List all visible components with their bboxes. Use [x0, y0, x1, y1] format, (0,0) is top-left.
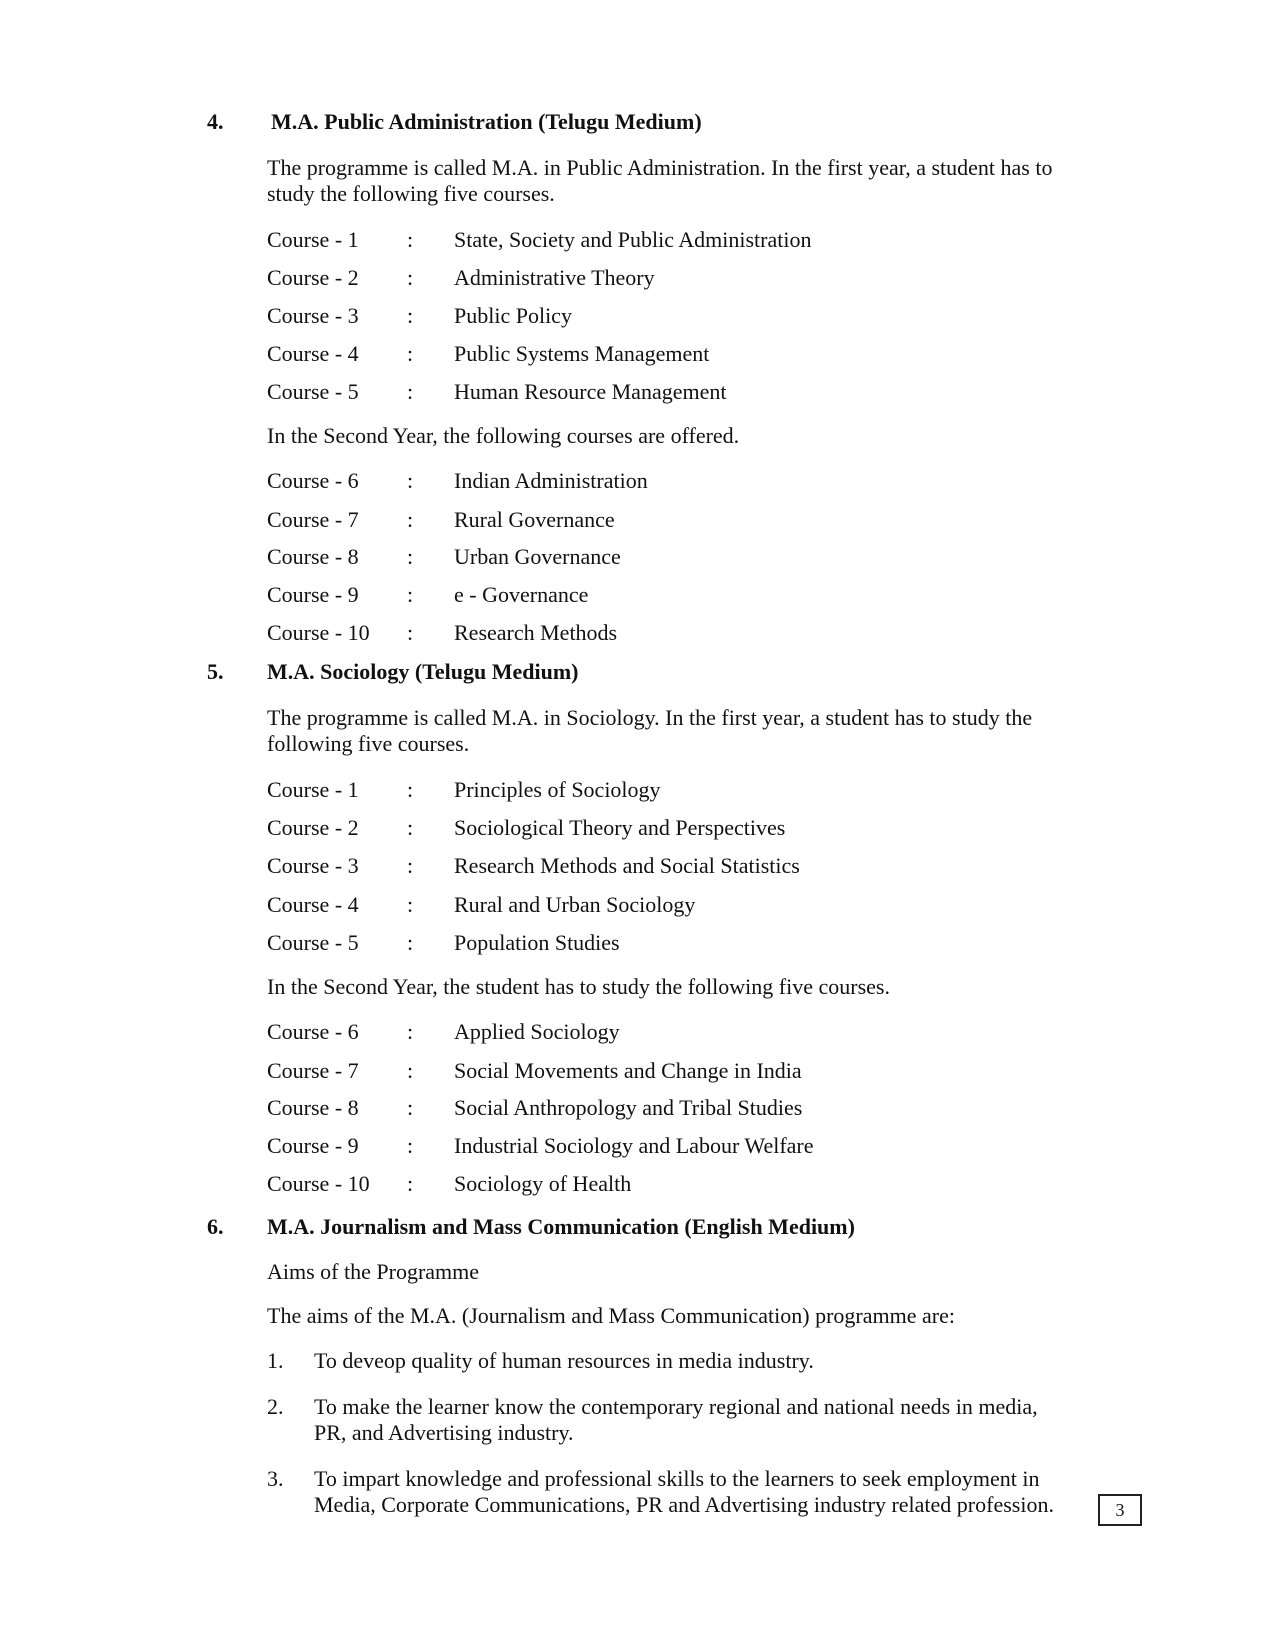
course-label: Course - 2: [267, 815, 359, 840]
course-label: Course - 1: [267, 777, 359, 802]
course-label: Course - 2: [267, 265, 359, 290]
section-4-intro: The programme is called M.A. in Public Administration. In the first year, a student has to study the following five courses.: [267, 155, 1053, 206]
course-name: Industrial Sociology and Labour Welfare: [454, 1133, 814, 1158]
course-label: Course - 4: [267, 341, 359, 366]
course-name: Indian Administration: [454, 468, 648, 493]
course-label: Course - 5: [267, 379, 359, 404]
course-label: Course - 7: [267, 1058, 359, 1083]
aim-text: To impart knowledge and professional skills to the learners to seek employment in Media, Corporate Communications, PR and Advertising industry related profession.: [314, 1466, 1054, 1517]
course-label: Course - 9: [267, 1133, 359, 1158]
course-name: Administrative Theory: [454, 265, 655, 290]
course-separator: :: [407, 379, 414, 404]
course-separator: :: [407, 468, 414, 493]
aim-item: [267, 1394, 1057, 1446]
course-name: Population Studies: [454, 930, 620, 955]
aims-heading: Aims of the Programme: [267, 1259, 480, 1284]
section-6-number: 6.: [207, 1214, 224, 1239]
aim-text: To make the learner know the contemporary regional and national needs in media, PR, and Advertising industry.: [314, 1394, 1038, 1445]
course-separator: :: [407, 1095, 414, 1120]
course-separator: :: [407, 930, 414, 955]
course-name: Social Movements and Change in India: [454, 1058, 802, 1083]
course-separator: :: [407, 1019, 414, 1044]
course-name: Urban Governance: [454, 544, 621, 569]
section-4-second-year-intro: In the Second Year, the following courses are offered.: [267, 423, 740, 448]
aim-item: [267, 1466, 1057, 1518]
course-label: Course - 4: [267, 892, 359, 917]
course-name: Public Policy: [454, 303, 572, 328]
course-separator: :: [407, 1133, 414, 1158]
course-name: Applied Sociology: [454, 1019, 620, 1044]
course-separator: :: [407, 777, 414, 802]
course-separator: :: [407, 227, 414, 252]
course-name: Human Resource Management: [454, 379, 727, 404]
course-label: Course - 3: [267, 853, 359, 878]
section-5-intro: The programme is called M.A. in Sociology. In the first year, a student has to study the following five courses.: [267, 705, 1033, 756]
course-label: Course - 3: [267, 303, 359, 328]
course-name: Rural and Urban Sociology: [454, 892, 696, 917]
course-separator: :: [407, 892, 414, 917]
course-name: Research Methods: [454, 620, 618, 645]
course-label: Course - 9: [267, 582, 359, 607]
course-separator: :: [407, 815, 414, 840]
course-name: Sociology of Health: [454, 1171, 632, 1196]
course-name: Research Methods and Social Statistics: [454, 853, 800, 878]
section-5-number: 5.: [207, 659, 224, 684]
course-name: e - Governance: [454, 582, 589, 607]
course-name: Sociological Theory and Perspectives: [454, 815, 786, 840]
course-label: Course - 8: [267, 544, 359, 569]
course-name: Public Systems Management: [454, 341, 710, 366]
course-label: Course - 10: [267, 620, 370, 645]
course-separator: :: [407, 303, 414, 328]
course-separator: :: [407, 1058, 414, 1083]
section-5-second-year-intro: In the Second Year, the student has to study the following five courses.: [267, 974, 890, 999]
course-name: Principles of Sociology: [454, 777, 661, 802]
course-separator: :: [407, 853, 414, 878]
aim-number: 2.: [267, 1394, 284, 1419]
course-name: Social Anthropology and Tribal Studies: [454, 1095, 803, 1120]
section-4-title: M.A. Public Administration (Telugu Medium): [271, 109, 702, 134]
course-label: Course - 6: [267, 468, 359, 493]
aims-intro: The aims of the M.A. (Journalism and Mass Communication) programme are:: [267, 1303, 955, 1328]
page-number: 3: [1098, 1494, 1142, 1526]
course-label: Course - 10: [267, 1171, 370, 1196]
course-label: Course - 8: [267, 1095, 359, 1120]
course-label: Course - 6: [267, 1019, 359, 1044]
section-6-title: M.A. Journalism and Mass Communication (English Medium): [267, 1214, 855, 1239]
course-separator: :: [407, 265, 414, 290]
course-name: State, Society and Public Administration: [454, 227, 812, 252]
aim-item: [267, 1348, 1057, 1374]
course-label: Course - 5: [267, 930, 359, 955]
aim-text: To deveop quality of human resources in media industry.: [314, 1348, 814, 1373]
section-4-number: 4.: [207, 109, 224, 134]
course-name: Rural Governance: [454, 507, 615, 532]
course-label: Course - 7: [267, 507, 359, 532]
course-separator: :: [407, 1171, 414, 1196]
aim-number: 3.: [267, 1466, 284, 1491]
course-separator: :: [407, 507, 414, 532]
course-label: Course - 1: [267, 227, 359, 252]
course-separator: :: [407, 582, 414, 607]
course-separator: :: [407, 341, 414, 366]
aim-number: 1.: [267, 1348, 284, 1373]
course-separator: :: [407, 620, 414, 645]
course-separator: :: [407, 544, 414, 569]
section-5-title: M.A. Sociology (Telugu Medium): [267, 659, 579, 684]
